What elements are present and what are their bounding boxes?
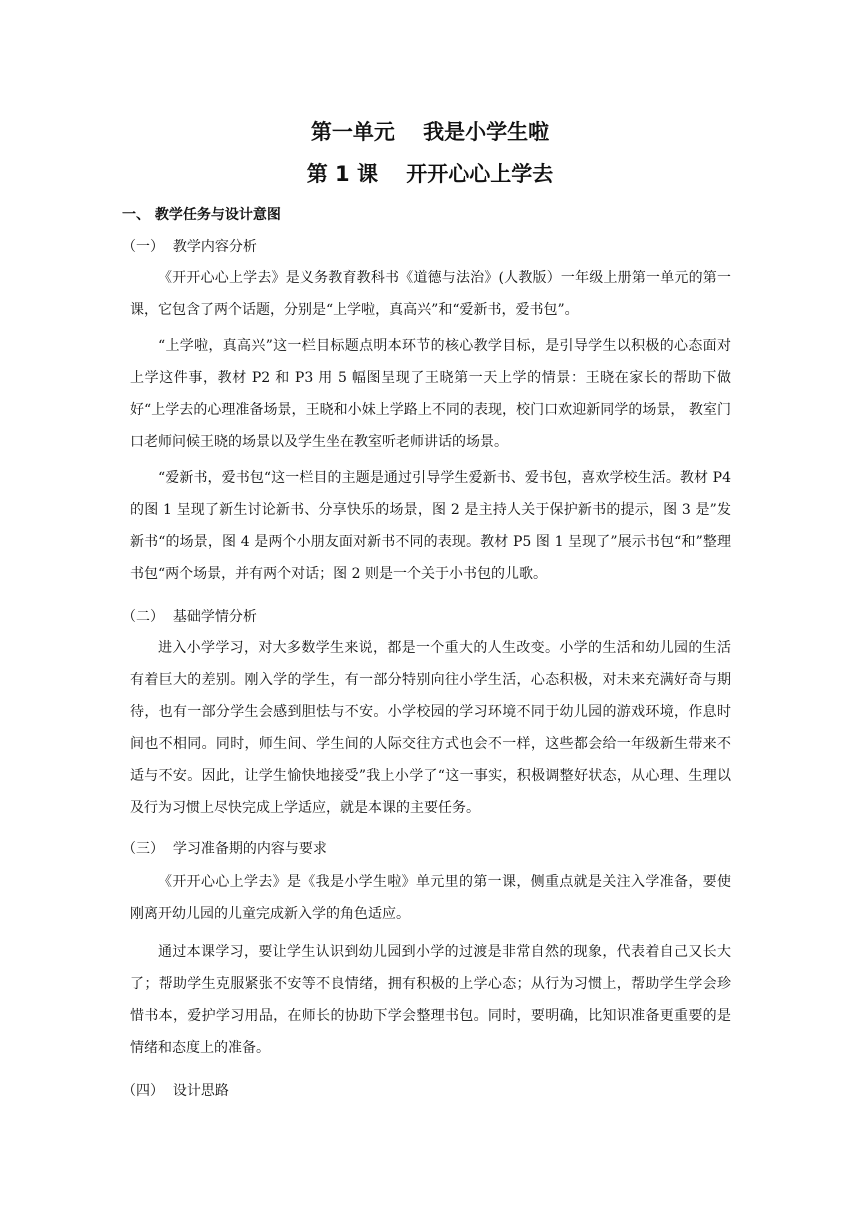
unit-title: 第一单元 我是小学生啦 xyxy=(310,120,550,144)
paragraph-content-analysis-2: “上学啦，真高兴”这一栏目标题点明本环节的核心教学目标，是引导学生以积极的心态面对上学这件事，教材 P2 和 P3 用 5 幅图呈现了王晓第一天上学的情景：王晓在家长的帮助下做好“上学去的心理准备场景，王晓和小妹上学路上不同的表现，校门口欢迎新同学的场景， 教室门口老师问候王晓的场景以及学生坐在教室听老师讲话的场景。 xyxy=(130,338,731,450)
paragraph-preparation-2: 通过本课学习，要让学生认识到幼儿园到小学的过渡是非常自然的现象，代表着自己又长大了；帮助学生克服紧张不安等不良情绪，拥有积极的上学心态；从行为习惯上，帮助学生学会珍惜书本，爱护学习用品，在师长的协助下学会整理书包。同时，要明确，比知识准备更重要的是情绪和态度上的准备。 xyxy=(130,944,731,1056)
paragraph-content-analysis-1: 《开开心心上学去》是义务教育教科书《道德与法治》(人教版）一年级上册第一单元的第一课，它包含了两个话题，分别是“上学啦，真高兴”和“爱新书，爱书包”。 xyxy=(130,270,731,318)
paragraph-content-analysis-3: “爱新书，爱书包“这一栏目的主题是通过引导学生爱新书、爱书包，喜欢学校生活。教材 P4 的图 1 呈现了新生讨论新书、分享快乐的场景，图 2 是主持人关于保护新书的提示，图 3 是”发新书“的场景，图 4 是两个小朋友面对新书不同的表现。教材 P5 图 1 呈现了”展示书包“和”整理书包“两个场景，并有两个对话；图 2 则是一个关于小书包的儿歌。 xyxy=(130,470,731,582)
subheading-content-analysis: （一） 教学内容分析 xyxy=(122,239,257,255)
subheading-learner-analysis: （二） 基础学情分析 xyxy=(122,609,257,625)
lesson-title: 第 1 课 开开心心上学去 xyxy=(306,162,554,186)
paragraph-preparation-1: 《开开心心上学去》是《我是小学生啦》单元里的第一课，侧重点就是关注入学准备，要使刚离开幼儿园的儿童完成新入学的角色适应。 xyxy=(130,874,731,922)
section-heading-teaching-tasks: 一、 教学任务与设计意图 xyxy=(122,207,281,223)
paragraph-learner-analysis: 进入小学学习，对大多数学生来说，都是一个重大的人生改变。小学的生活和幼儿园的生活有着巨大的差别。刚入学的学生，有一部分特别向往小学生活，心态积极，对未来充满好奇与期待，也有一部分学生会感到胆怯与不安。小学校园的学习环境不同于幼儿园的游戏环境，作息时间也不相同。同时，师生间、学生间的人际交往方式也会不一样，这些都会给一年级新生带来不适与不安。因此，让学生愉快地接受”我上小学了“这一事实，积极调整好状态，从心理、生理以及行为习惯上尽快完成上学适应，就是本课的主要任务。 xyxy=(130,640,731,816)
subheading-preparation-period: （三） 学习准备期的内容与要求 xyxy=(122,841,327,857)
subheading-design-ideas: （四） 设计思路 xyxy=(122,1083,229,1099)
